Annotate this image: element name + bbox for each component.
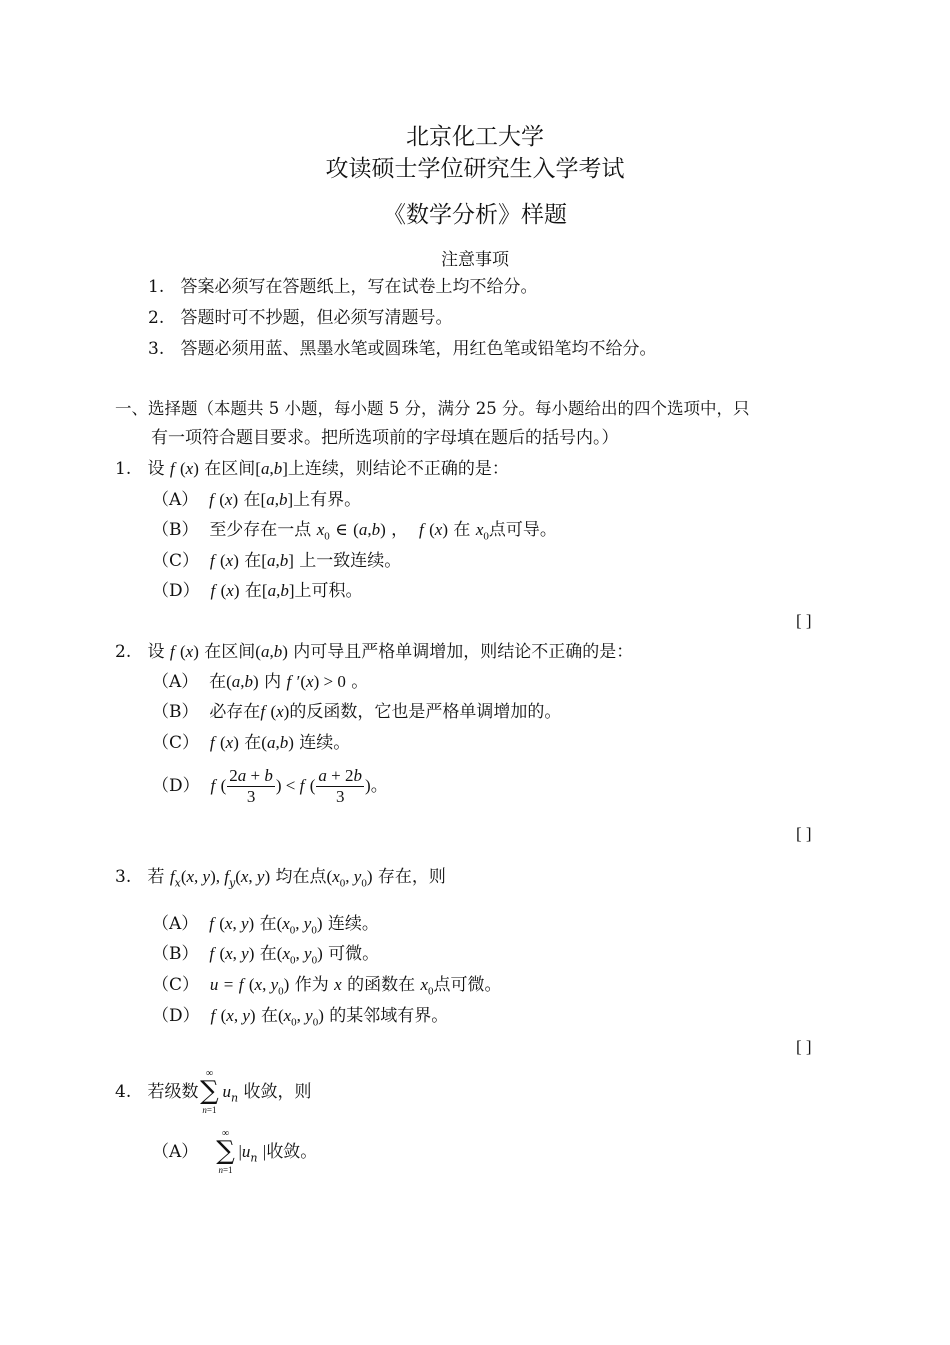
option-label: （C） [152,551,200,571]
subject-title: 《数学分析》样题 [383,202,567,228]
option-text: 在 [259,914,277,934]
q1-option-d: （D） f (x) 在[a,b]上可积。 [152,581,363,601]
notice-title: 注意事项 [441,250,509,270]
option-text: 可微。 [328,944,380,964]
q2-stem: 2. 设 f (x) 在区间(a,b) 内可导且严格单调增加，则结论不正确的是： [115,642,634,662]
option-label: （D） [152,581,200,601]
option-text: 的反函数，它也是严格单调增加的。 [289,702,562,722]
q1-stem-c: 上连续，则结论不正确的是： [287,459,509,479]
q4-stem-a: 若级数 [147,1082,199,1102]
notice-item-1 [148,276,537,298]
q2-stem-b: 在区间 [204,642,256,662]
section1-intro-line2: 有一项符合题目要求。把所选项前的字母填在题后的括号内。） [151,428,619,448]
q1-option-a: （A） f (x) 在[a,b]上有界。 [152,490,362,510]
notice-item-3 [148,338,656,360]
option-label: （A） [152,914,199,934]
option-text: 在 [209,672,227,692]
option-text: 作为 [294,975,329,995]
q4-option-a: （A） ∞ ∑ n=1 $|u_n$ |收敛。 [152,1127,318,1175]
q2-stem-c: 内可导且严格单调增加，则结论不正确的是： [293,642,634,662]
q2-option-b: （B） 必存在f (x)的反函数，它也是严格单调增加的。 [152,702,562,722]
q3-option-d: （D） f (x, y) 在($x_0$, $y_0$) 的某邻域有界。 [152,1006,449,1029]
section1-intro-line1: 一、选择题（本题共 5 小题，每小题 5 分，满分 25 分。每小题给出的四个选项中，只 [115,399,750,418]
fraction: $\frac{a + 2b}{3}$ [318,766,363,806]
option-text: 。 [351,672,369,692]
notice-item-text: 答题时可不抄题，但必须写清题号。 [180,308,453,328]
q2-number: 2. [115,642,132,662]
q2-option-c: （C） f (x) 在(a,b) 连续。 [152,733,351,753]
option-text: 的函数在 [347,975,416,995]
q3-answer-bracket[interactable]: [ ] [796,1037,812,1056]
q4-stem-b: 收敛，则 [243,1082,312,1102]
option-label: （B） [152,944,199,964]
option-text: 在 [260,1006,278,1026]
option-text: 收敛。 [266,1142,318,1162]
exam-title: 攻读硕士学位研究生入学考试 [325,156,625,182]
notice-item-text: 答题必须用蓝、黑墨水笔或圆珠笔，用红色笔或铅笔均不给分。 [180,339,657,359]
q3-stem-b: 均在点 [275,867,327,887]
q3-number: 3. [115,867,132,887]
notice-item-num: 3. [148,339,165,359]
option-text: 内 [264,672,282,692]
q2-answer-bracket[interactable]: [ ] [796,824,812,843]
q4-stem: 4. 若级数 ∞ ∑ n=1 $u_n$ 收敛，则 [115,1067,312,1115]
option-text: 在 [453,520,471,540]
option-label: （B） [152,702,199,722]
option-label: （B） [152,520,199,540]
option-text: 在 [259,944,277,964]
option-text: 至少存在一点 [209,520,312,540]
q3-stem-a: 若 [147,867,165,887]
option-label: （D） [152,776,200,796]
q2-option-a: （A） 在(a,b) 内 f ′(x) > 0 。 [152,672,369,692]
q3-stem: 3. 若 $f_x(x$, y), $f_y(x$, y) 均在点($x_0$, $y_0$) 存在，则 [115,867,446,890]
option-text: 在 [244,733,262,753]
option-label: （D） [152,1006,200,1026]
q2-option-d: （D） f ( $\frac{2a + b}{3}$ ) < f ( $\frac{a + 2b}{3}$ )。 [152,766,388,806]
option-text: 上可积。 [294,581,363,601]
option-text: 点可导。 [488,520,557,540]
option-text: 在 [244,581,262,601]
option-label: （C） [152,975,200,995]
option-text: 在 [244,551,262,571]
option-text: 连续。 [327,914,379,934]
option-label: （A） [152,672,199,692]
option-label: （A） [152,1142,199,1162]
option-text: 的某邻域有界。 [329,1006,449,1026]
q3-option-a: （A） f (x, y) 在($x_0$, $y_0$) 连续。 [152,914,379,937]
q3-option-c: （C） u = f (x, $y_0$) 作为 x 的函数在 $x_0$点可微。 [152,975,502,998]
notice-item-num: 2. [148,308,165,328]
notice-item-text: 答案必须写在答题纸上，写在试卷上均不给分。 [180,277,538,297]
q2-stem-a: 设 [147,642,165,662]
notice-item-num: 1. [148,277,165,297]
q1-option-c: （C） f (x) 在[a,b] 上一致连续。 [152,551,402,571]
q1-stem-a: 设 [147,459,165,479]
q1-stem-b: 在区间 [204,459,256,479]
summation-symbol: ∞ ∑ n=1 [216,1127,235,1175]
q4-number: 4. [115,1082,132,1102]
fraction: $\frac{2a + b}{3}$ [229,766,273,806]
option-text: ， [391,520,409,540]
q1-answer-bracket[interactable]: [ ] [796,611,812,630]
q1-stem: 1. 设 f (x) 在区间[a,b]上连续，则结论不正确的是： [115,459,509,479]
option-text: 在 [243,490,261,510]
option-text: 上有界。 [293,490,362,510]
summation-symbol: ∞ ∑ n=1 [200,1067,219,1115]
q1-number: 1. [115,459,132,479]
q1-option-b: （B） 至少存在一点 $x_0$ ∈ (a,b) ， f (x) 在 $x_0$点可导。 [152,520,557,543]
notice-item-2 [148,307,452,329]
option-text: 点可微。 [433,975,502,995]
university-title: 北京化工大学 [406,124,544,150]
option-text: 。 [370,776,388,796]
option-text: 必存在 [209,702,261,722]
q3-stem-c: 存在，则 [377,867,446,887]
option-text: 上一致连续。 [299,551,402,571]
option-label: （A） [152,490,199,510]
option-label: （C） [152,733,200,753]
option-text: 连续。 [299,733,351,753]
q3-option-b: （B） f (x, y) 在($x_0$, $y_0$) 可微。 [152,944,380,967]
